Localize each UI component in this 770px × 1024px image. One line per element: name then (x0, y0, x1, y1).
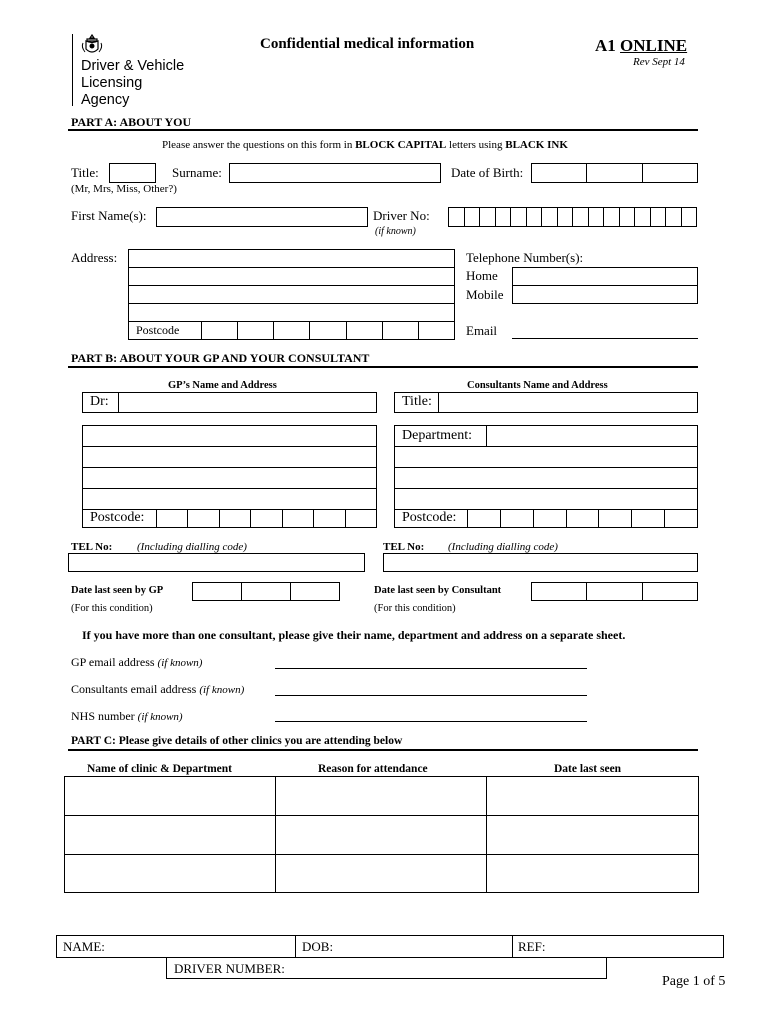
consultant-heading: Consultants Name and Address (467, 380, 608, 391)
consultant-last-seen-input[interactable] (531, 582, 698, 601)
gp-heading: GP’s Name and Address (168, 380, 277, 391)
gp-name-input[interactable] (118, 392, 377, 413)
nhs-number-input[interactable] (275, 721, 587, 722)
part-b-heading: PART B: ABOUT YOUR GP AND YOUR CONSULTANT (71, 351, 370, 365)
form-code-prefix: A1 (595, 36, 616, 55)
postcode-input[interactable] (201, 321, 455, 340)
reason-col-header: Reason for attendance (318, 763, 428, 775)
part-c-heading: PART C: Please give details of other clinics you are attending below (71, 735, 403, 747)
footer-name-input[interactable] (112, 936, 294, 957)
gp-tel-input[interactable] (68, 553, 365, 572)
surname-label: Surname: (172, 165, 222, 180)
dr-label: Dr: (90, 394, 109, 409)
clinic-row-2-date[interactable] (487, 816, 698, 853)
address-line-1[interactable] (128, 249, 455, 268)
clinic-col-header: Name of clinic & Department (87, 763, 232, 775)
telephone-label: Telephone Number(s): (466, 250, 584, 265)
consultant-tel-input[interactable] (383, 553, 698, 572)
consultant-last-seen-label: Date last seen by Consultant (374, 585, 502, 596)
org-name-line-2: Licensing (81, 75, 143, 91)
org-name-line-1: Driver & Vehicle (81, 58, 185, 74)
email-label: Email (466, 323, 498, 338)
title-label: Title: (71, 165, 99, 180)
consultant-email-input[interactable] (275, 695, 587, 696)
consultant-tel-hint: (Including dialling code) (448, 541, 558, 553)
logo-divider (72, 34, 73, 106)
clinic-row-3-reason[interactable] (276, 855, 485, 892)
home-phone-label: Home (466, 268, 498, 283)
gp-address-line-3[interactable] (82, 467, 377, 489)
clinic-row-3-date[interactable] (487, 855, 698, 892)
mobile-phone-input[interactable] (512, 285, 698, 304)
footer-ref-input[interactable] (556, 936, 723, 957)
dob-input[interactable] (531, 163, 698, 183)
consultant-email-label: Consultants email address (if known) (71, 682, 245, 696)
part-b-rule (68, 366, 698, 368)
gp-tel-label: TEL No: (71, 541, 113, 553)
consultant-address-line-1[interactable] (394, 446, 698, 468)
address-line-4[interactable] (128, 303, 455, 322)
clinic-row-3-name[interactable] (65, 855, 274, 892)
clinic-row-2-name[interactable] (65, 816, 274, 853)
address-line-2[interactable] (128, 267, 455, 286)
consultant-address-line-2[interactable] (394, 467, 698, 489)
gp-condition-hint: (For this condition) (71, 603, 153, 614)
first-names-label: First Name(s): (71, 208, 147, 223)
clinic-row-1-date[interactable] (487, 777, 698, 814)
first-names-input[interactable] (156, 207, 368, 227)
gp-postcode-input[interactable] (156, 509, 377, 528)
driver-no-label: Driver No: (373, 208, 430, 223)
department-label: Department: (402, 428, 472, 443)
more-consultants-note: If you have more than one consultant, please give their name, department and address on a separate sheet. (82, 628, 626, 642)
clinic-row-2-reason[interactable] (276, 816, 485, 853)
instruction-text: Please answer the questions on this form in BLOCK CAPITAL letters using BLACK INK (162, 139, 568, 151)
clinic-row-1-name[interactable] (65, 777, 274, 814)
date-col-header: Date last seen (554, 763, 622, 775)
email-input[interactable] (512, 338, 698, 339)
gp-last-seen-label: Date last seen by GP (71, 585, 164, 596)
form-code-online: ONLINE (620, 36, 688, 55)
gp-address-line-4[interactable] (82, 488, 377, 510)
part-a-rule (68, 129, 698, 131)
driver-no-hint: (if known) (375, 226, 416, 237)
consultant-postcode-input[interactable] (467, 509, 698, 528)
footer-ref-label: REF: (518, 939, 546, 954)
dvla-logo (72, 34, 197, 108)
address-line-3[interactable] (128, 285, 455, 304)
title-hint: (Mr, Mrs, Miss, Other?) (71, 183, 177, 195)
consultant-postcode-label: Postcode: (402, 510, 457, 525)
gp-last-seen-input[interactable] (192, 582, 340, 601)
footer-dob-input[interactable] (345, 936, 511, 957)
gp-address-line-1[interactable] (82, 425, 377, 447)
address-label: Address: (71, 250, 118, 265)
gp-tel-hint: (Including dialling code) (137, 541, 247, 553)
driver-no-input[interactable] (448, 207, 697, 227)
mobile-phone-label: Mobile (466, 287, 504, 302)
gp-address-line-2[interactable] (82, 446, 377, 468)
gp-email-input[interactable] (275, 668, 587, 669)
revision-note: Rev Sept 14 (633, 56, 685, 68)
org-name-line-3: Agency (81, 92, 130, 108)
form-title: Confidential medical information (260, 36, 475, 52)
consultant-condition-hint: (For this condition) (374, 603, 456, 614)
postcode-label: Postcode (136, 323, 180, 337)
nhs-number-label: NHS number (if known) (71, 709, 183, 723)
consultant-title-label: Title: (402, 394, 432, 409)
footer-driver-number-input[interactable] (292, 958, 606, 978)
clinic-row-1-reason[interactable] (276, 777, 485, 814)
form-code (595, 36, 687, 56)
consultant-address-line-3[interactable] (394, 488, 698, 510)
gp-postcode-label: Postcode: (90, 510, 145, 525)
gp-email-label: GP email address (if known) (71, 655, 203, 669)
home-phone-input[interactable] (512, 267, 698, 286)
consultant-tel-label: TEL No: (383, 541, 425, 553)
dob-label: Date of Birth: (451, 165, 524, 180)
department-input[interactable] (486, 425, 698, 447)
royal-crest-icon (80, 34, 104, 56)
surname-input[interactable] (229, 163, 441, 183)
footer-driver-number-label: DRIVER NUMBER: (174, 961, 285, 976)
title-input[interactable] (109, 163, 156, 183)
part-a-heading: PART A: ABOUT YOU (71, 115, 192, 129)
footer-dob-label: DOB: (302, 939, 334, 954)
consultant-title-input[interactable] (438, 392, 698, 413)
footer-name-label: NAME: (63, 939, 105, 954)
page-number: Page 1 of 5 (662, 974, 726, 989)
part-c-rule (68, 749, 698, 751)
